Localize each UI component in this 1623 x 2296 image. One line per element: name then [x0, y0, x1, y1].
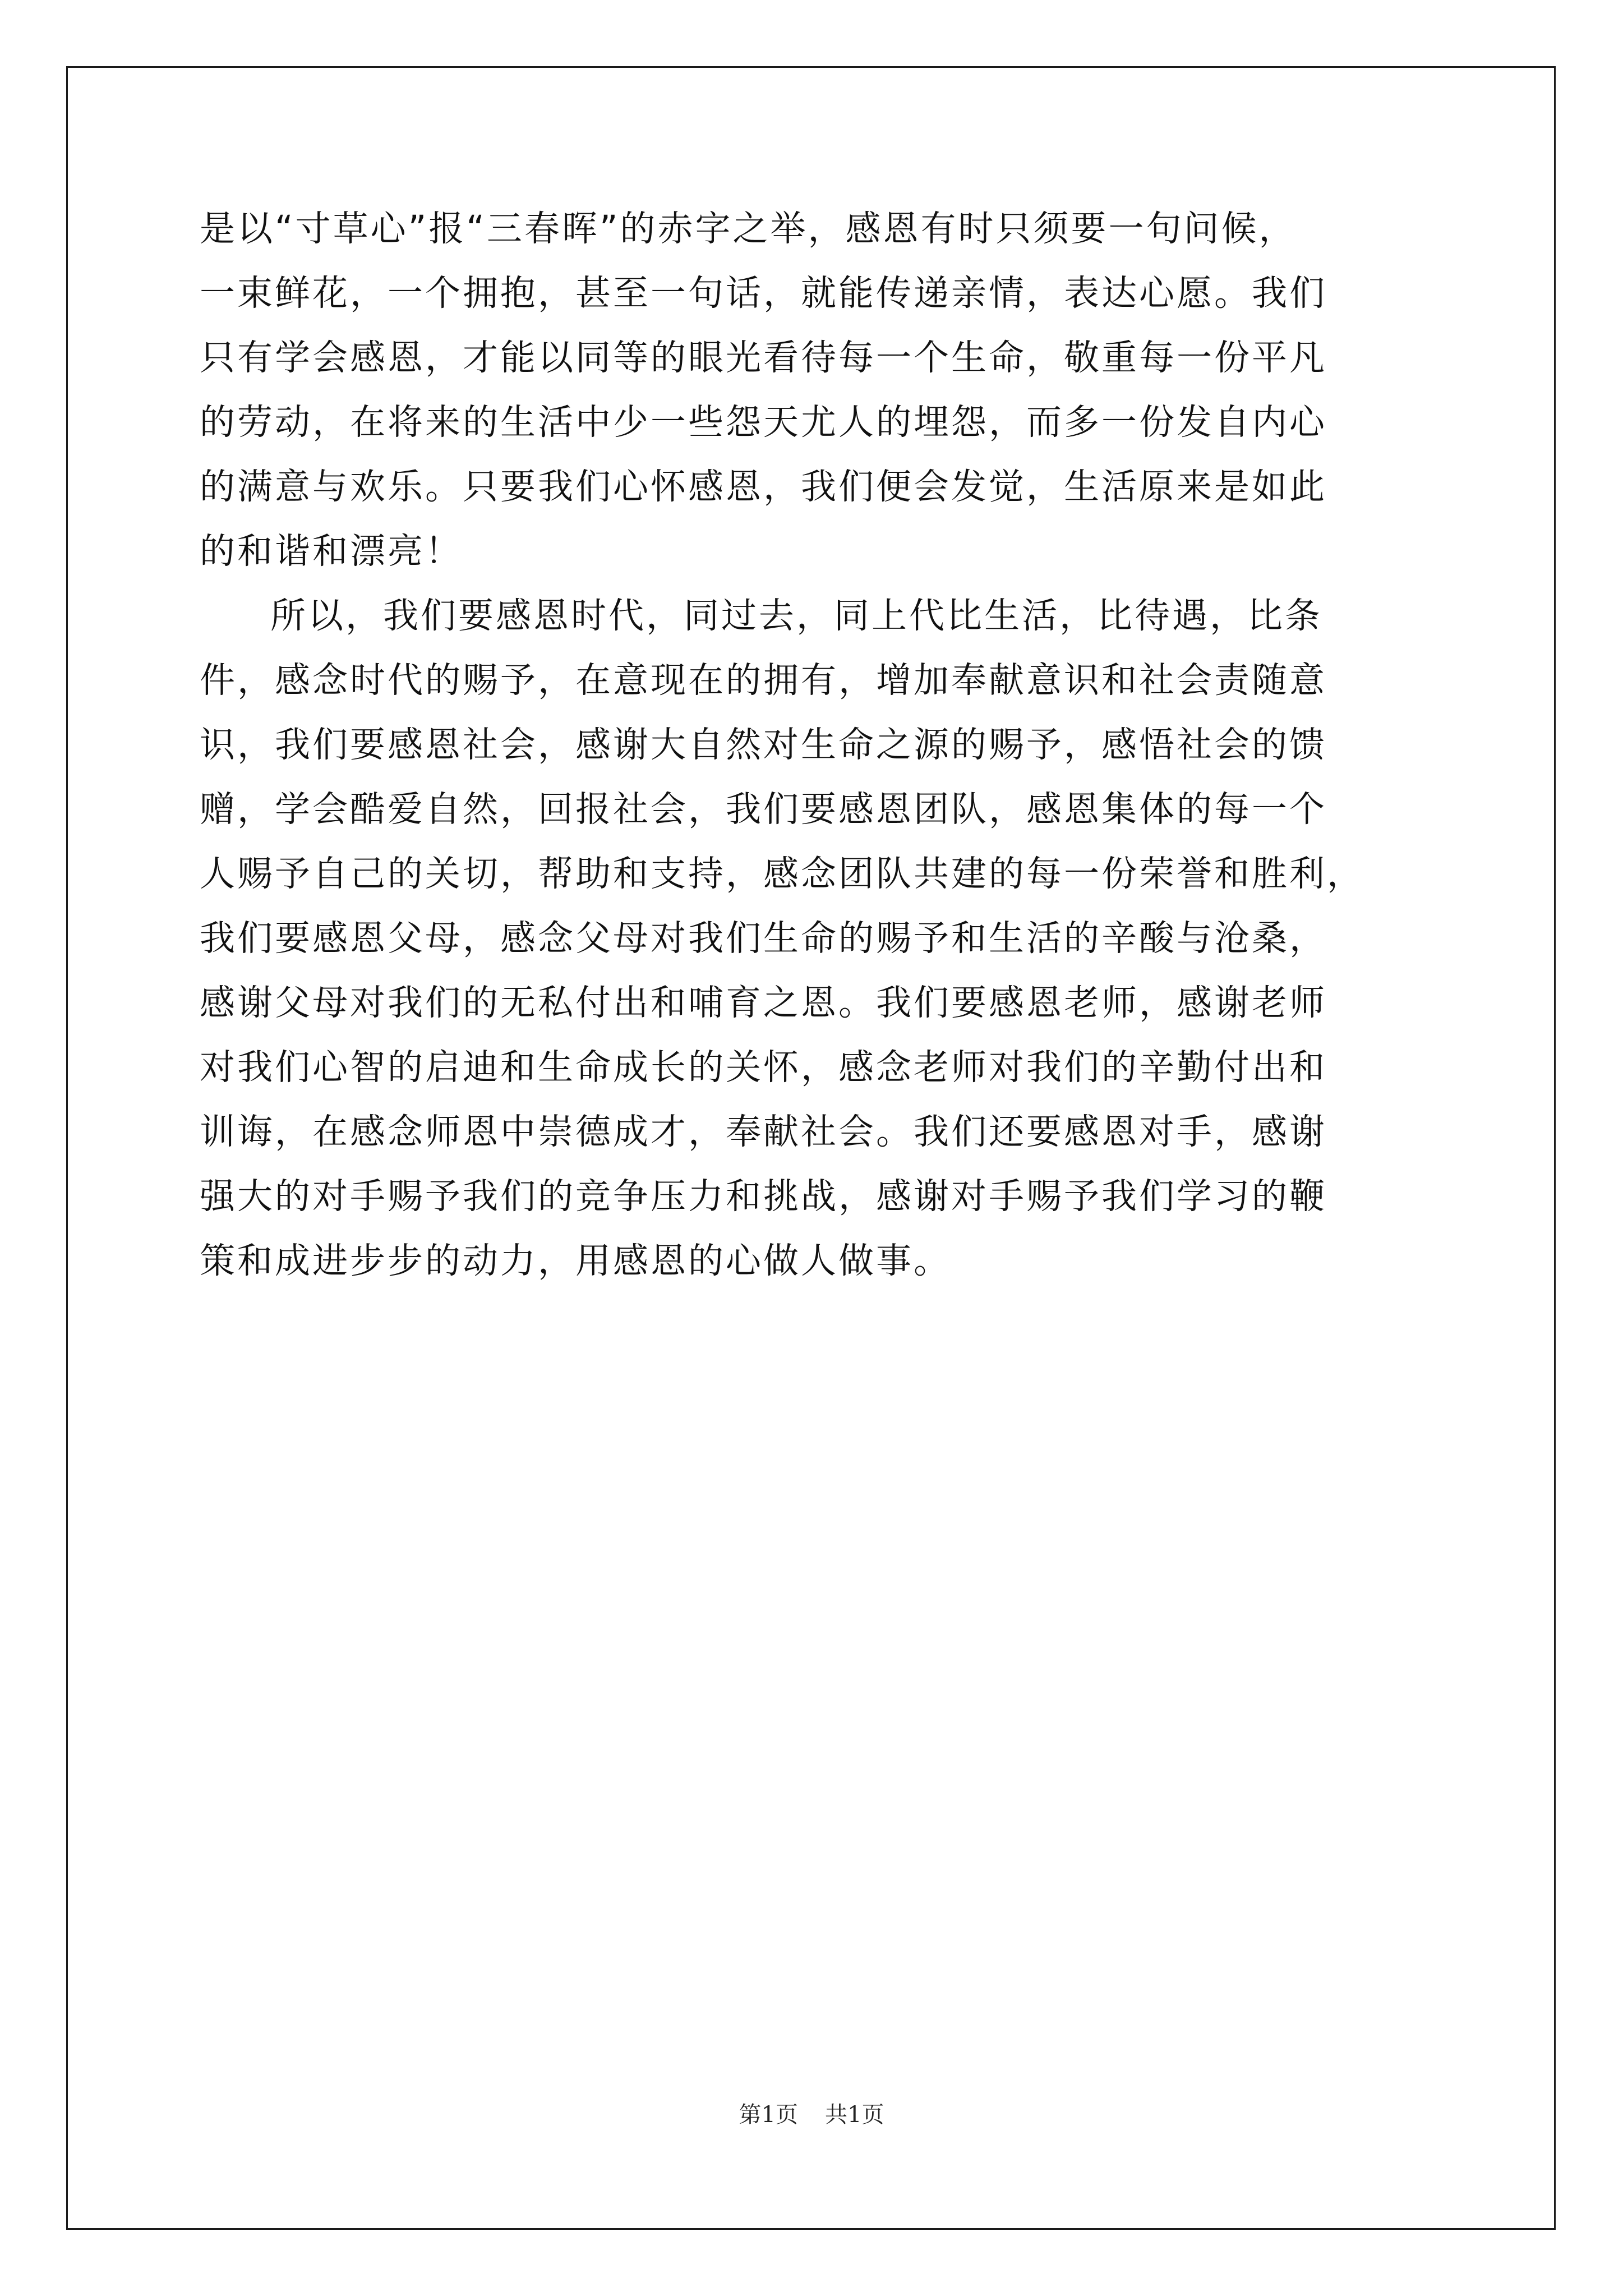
text-line: 的满意与欢乐。只要我们心怀感恩，我们便会发觉，生活原来是如此	[200, 466, 1327, 507]
text-line: 强大的对手赐予我们的竞争压力和挑战，感谢对手赐予我们学习的鞭	[200, 1176, 1327, 1217]
page-number: 第1页	[739, 2102, 798, 2128]
text-line: 训诲，在感念师恩中崇德成才，奉献社会。我们还要感恩对手，感谢	[200, 1111, 1327, 1152]
text-line: 策和成进步步的动力，用感恩的心做人做事。	[200, 1240, 951, 1281]
text-line: 我们要感恩父母，感念父母对我们生命的赐予和生活的辛酸与沧桑，	[200, 918, 1327, 959]
page-footer	[0, 2097, 1623, 2129]
text-line: 人赐予自己的关切，帮助和支持，感念团队共建的每一份荣誉和胜利，	[200, 853, 1364, 894]
text-line: 的和谐和漂亮！	[200, 531, 463, 572]
document-body	[200, 196, 1445, 1293]
text-line: 识，我们要感恩社会，感谢大自然对生命之源的赐予，感悟社会的馈	[200, 724, 1327, 765]
text-line: 的劳动，在将来的生活中少一些怨天尤人的埋怨，而多一份发自内心	[200, 402, 1327, 443]
page-total: 共1页	[825, 2102, 884, 2128]
text-line: 对我们心智的启迪和生命成长的关怀，感念老师对我们的辛勤付出和	[200, 1047, 1327, 1088]
text-line: 一束鲜花，一个拥抱，甚至一句话，就能传递亲情，表达心愿。我们	[200, 273, 1327, 314]
text-line: 只有学会感恩，才能以同等的眼光看待每一个生命，敬重每一份平凡	[200, 337, 1327, 378]
text-line: 是以“寸草心”报“三春晖”的赤字之举，感恩有时只须要一句问候，	[200, 208, 1297, 249]
text-line: 所以，我们要感恩时代，同过去，同上代比生活，比待遇，比条	[270, 595, 1322, 636]
text-line: 赠，学会酷爱自然，回报社会，我们要感恩团队，感恩集体的每一个	[200, 789, 1327, 830]
text-line: 件，感念时代的赐予，在意现在的拥有，增加奉献意识和社会责随意	[200, 660, 1327, 701]
text-line: 感谢父母对我们的无私付出和哺育之恩。我们要感恩老师，感谢老师	[200, 982, 1327, 1023]
